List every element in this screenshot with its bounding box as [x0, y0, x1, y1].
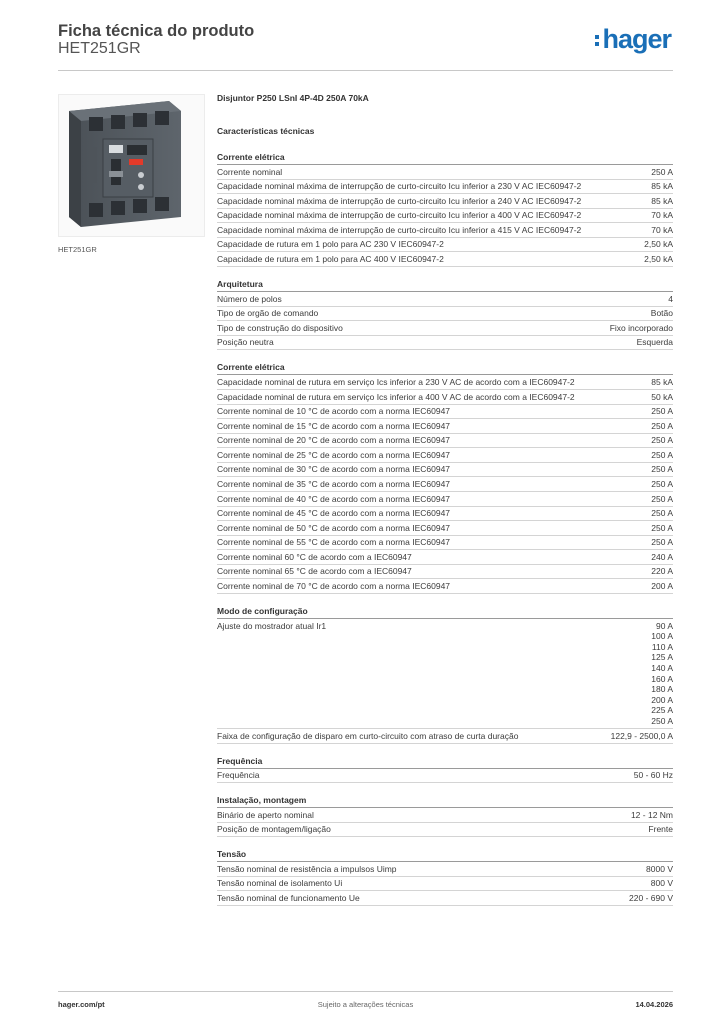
spec-row	[217, 729, 673, 744]
spec-section	[217, 849, 673, 906]
spec-section	[217, 756, 673, 784]
spec-value: 8000 V	[646, 863, 673, 874]
spec-row	[217, 619, 673, 729]
spec-value: 250 A	[651, 537, 673, 548]
spec-label: Corrente nominal de 45 °C de acordo com a norma IEC60947	[217, 508, 451, 519]
spec-value: 250 A	[651, 479, 673, 489]
footer-website[interactable]: hager.com/pt	[58, 1000, 105, 1009]
spec-value: 122,9 - 2500,0 A	[610, 730, 673, 741]
spec-label: Capacidade nominal de rutura em serviço Ics inferior a 230 V AC de acordo com a IEC60947-2	[217, 376, 575, 387]
spec-value: Esquerda	[636, 337, 673, 348]
section-title: Arquitetura	[217, 279, 673, 292]
section-title: Frequência	[217, 756, 673, 769]
spec-label: Ajuste do mostrador atual Ir1	[217, 620, 327, 631]
section-title: Corrente elétrica	[217, 152, 673, 165]
spec-value: 250 A	[651, 406, 673, 417]
spec-value: Fixo incorporado	[609, 322, 673, 333]
spec-value: 70 kA	[651, 210, 673, 221]
spec-label: Capacidade nominal máxima de interrupção de curto-circuito Icu inferior a 415 V AC IEC60947-2	[217, 224, 582, 235]
logo-text: hager	[602, 24, 671, 54]
spec-row	[217, 579, 673, 594]
spec-value: 250 A	[651, 420, 673, 431]
spec-value: 250 A	[651, 493, 673, 504]
spec-value: 2,50 kA	[644, 239, 673, 250]
spec-value: Botão	[650, 308, 673, 319]
section-title: Instalação, montagem	[217, 795, 673, 808]
spec-value: 250 A	[651, 449, 673, 460]
spec-value: 70 kA	[651, 224, 673, 235]
spec-row	[217, 238, 673, 253]
section-title: Tensão	[217, 849, 673, 862]
spec-label: Capacidade de rutura em 1 polo para AC 400 V IEC60947-2	[217, 254, 444, 265]
document-title: Ficha técnica do produto	[58, 22, 255, 40]
spec-label: Corrente nominal	[217, 166, 283, 177]
spec-content	[217, 93, 673, 918]
spec-row	[217, 223, 673, 238]
spec-row	[217, 405, 673, 420]
spec-label: Corrente nominal de 10 °C de acordo com a norma IEC60947	[217, 406, 451, 417]
spec-row	[217, 307, 673, 322]
spec-value: 12 - 12 Nm	[630, 809, 673, 820]
product-code: HET251GR	[58, 40, 141, 57]
spec-row	[217, 477, 673, 492]
spec-value: 4	[668, 293, 673, 304]
spec-row	[217, 492, 673, 507]
spec-section	[217, 152, 673, 267]
spec-row	[217, 808, 673, 823]
spec-row	[217, 209, 673, 224]
spec-row	[217, 823, 673, 838]
spec-row	[217, 448, 673, 463]
footer-note: Sujeito a alterações técnicas	[317, 1000, 414, 1009]
spec-label: Corrente nominal de 20 °C de acordo com a norma IEC60947	[217, 435, 451, 446]
characteristics-title: Características técnicas	[217, 126, 315, 136]
spec-value: 800 V	[650, 878, 673, 889]
logo-mark-icon	[595, 35, 599, 46]
spec-label: Faixa de configuração de disparo em curto-circuito com atraso de curta duração	[217, 730, 519, 741]
spec-value: 85 kA	[651, 195, 673, 206]
spec-label: Número de polos	[217, 293, 282, 304]
spec-row	[217, 194, 673, 209]
spec-row	[217, 336, 673, 351]
hager-logo	[595, 25, 671, 53]
spec-row	[217, 769, 673, 784]
product-description: Disjuntor P250 LSnI 4P-4D 250A 70kA	[217, 93, 369, 103]
spec-label: Tensão nominal de isolamento Ui	[217, 878, 343, 889]
spec-row	[217, 434, 673, 449]
spec-row	[217, 375, 673, 390]
spec-sections	[217, 152, 673, 906]
spec-row	[217, 550, 673, 565]
spec-label: Corrente nominal 65 °C de acordo com a IEC60947	[217, 566, 412, 577]
spec-row	[217, 507, 673, 522]
spec-row	[217, 180, 673, 195]
spec-label: Corrente nominal 60 °C de acordo com a IEC60947	[217, 551, 412, 562]
spec-row	[217, 862, 673, 877]
spec-label: Corrente nominal de 15 °C de acordo com a norma IEC60947	[217, 420, 451, 431]
section-title: Modo de configuração	[217, 606, 673, 619]
spec-value: 85 kA	[651, 181, 673, 192]
spec-label: Corrente nominal de 35 °C de acordo com a norma IEC60947	[217, 479, 451, 489]
spec-row	[217, 390, 673, 405]
spec-section	[217, 606, 673, 744]
spec-value: 250 A	[651, 522, 673, 533]
spec-label: Binário de aperto nominal	[217, 809, 314, 820]
spec-value: 50 kA	[651, 391, 673, 402]
spec-label: Corrente nominal de 30 °C de acordo com a norma IEC60947	[217, 464, 451, 475]
spec-row	[217, 252, 673, 267]
spec-label: Capacidade nominal máxima de interrupção de curto-circuito Icu inferior a 240 V AC IEC60947-2	[217, 195, 582, 206]
spec-label: Capacidade nominal máxima de interrupção de curto-circuito Icu inferior a 400 V AC IEC60947-2	[217, 210, 582, 221]
spec-label: Tipo de construção do dispositivo	[217, 322, 343, 333]
spec-label: Capacidade nominal de rutura em serviço Ics inferior a 400 V AC de acordo com a IEC60947-2	[217, 391, 575, 402]
spec-label: Capacidade nominal máxima de interrupção de curto-circuito Icu inferior a 230 V AC IEC60947-2	[217, 181, 582, 192]
spec-label: Corrente nominal de 50 °C de acordo com a norma IEC60947	[217, 522, 451, 533]
spec-label: Frequência	[217, 770, 260, 781]
spec-value: Frente	[648, 824, 673, 835]
spec-row	[217, 321, 673, 336]
spec-row	[217, 521, 673, 536]
spec-label: Corrente nominal de 25 °C de acordo com a norma IEC60947	[217, 449, 451, 460]
spec-label: Tensão nominal de funcionamento Ue	[217, 893, 360, 904]
spec-row	[217, 165, 673, 180]
spec-section	[217, 279, 673, 350]
spec-value: 90 A 100 A 110 A 125 A 140 A 160 A 180 A 200 A 225 A 250 A	[651, 620, 673, 726]
page-footer	[58, 991, 673, 1009]
spec-row	[217, 536, 673, 551]
spec-value: 250 A	[651, 166, 673, 177]
spec-section	[217, 795, 673, 837]
spec-value: 2,50 kA	[644, 254, 673, 265]
spec-value: 240 A	[651, 551, 673, 562]
spec-value: 250 A	[651, 464, 673, 475]
page-header	[58, 20, 673, 71]
spec-label: Corrente nominal de 40 °C de acordo com a norma IEC60947	[217, 493, 451, 504]
spec-row	[217, 565, 673, 580]
spec-label: Tensão nominal de resistência a impulsos Uimp	[217, 863, 397, 874]
image-caption: HET251GR	[58, 245, 97, 254]
product-image	[58, 94, 205, 237]
spec-label: Posição de montagem/ligação	[217, 824, 331, 835]
spec-value: 250 A	[651, 435, 673, 446]
spec-label: Corrente nominal de 70 °C de acordo com a norma IEC60947	[217, 581, 451, 592]
spec-label: Capacidade de rutura em 1 polo para AC 230 V IEC60947-2	[217, 239, 444, 250]
section-title: Corrente elétrica	[217, 362, 673, 375]
spec-label: Corrente nominal de 55 °C de acordo com a norma IEC60947	[217, 537, 451, 548]
spec-label: Tipo de orgão de comando	[217, 308, 319, 319]
spec-row	[217, 463, 673, 478]
spec-row	[217, 292, 673, 307]
spec-value: 85 kA	[651, 376, 673, 387]
spec-section	[217, 362, 673, 594]
spec-value: 200 A	[651, 581, 673, 592]
spec-value: 220 - 690 V	[629, 893, 673, 904]
circuit-breaker-illustration	[59, 95, 204, 236]
spec-row	[217, 877, 673, 892]
footer-date: 14.04.2026	[635, 1000, 673, 1009]
spec-label: Posição neutra	[217, 337, 274, 348]
spec-value: 50 - 60 Hz	[633, 770, 673, 781]
spec-value: 250 A	[651, 508, 673, 519]
spec-row	[217, 891, 673, 906]
spec-row	[217, 419, 673, 434]
spec-value: 220 A	[651, 566, 673, 577]
